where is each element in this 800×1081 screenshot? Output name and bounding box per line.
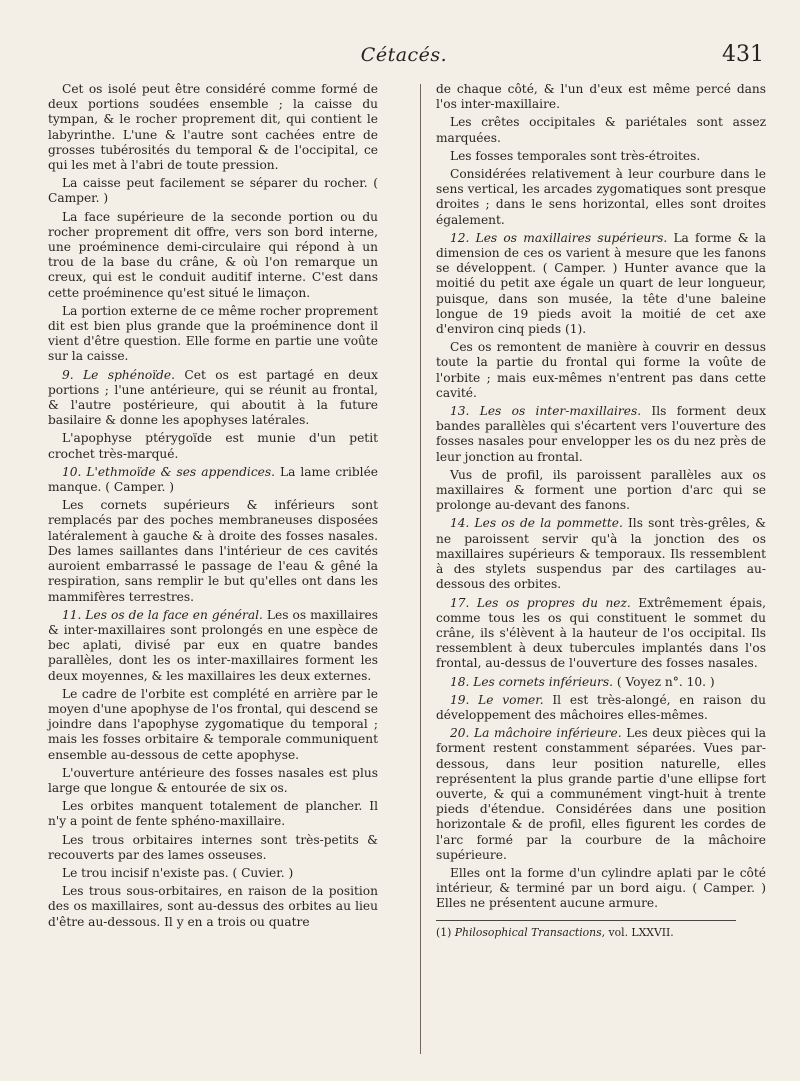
paragraph-text: Extrêmement épais, comme tous les os qui constituent le sommet du crâne, ils s'élèvent à la hauteur de l'os occipital. Ils ressemblent à deux tubercules implantés dans l'os frontal, au-dessus de l'ouverture des fosses nasales. [436,595,766,671]
paragraph-text: Les trous sous-orbitaires, en raison de la position des os maxillaires, sont au-dessus des orbites au lieu d'être au-dessous. Il y en a trois ou quatre [48,884,378,929]
paragraph [48,176,378,206]
paragraph-text: de chaque côté, & l'un d'eux est même percé dans l'os inter-maxillaire. [436,82,766,112]
paragraph-text: ( Voyez n°. 10. ) [612,674,715,689]
paragraph-text: Les orbites manquent totalement de plancher. Il n'y a point de fente sphéno-maxillaire. [48,799,378,829]
left-column [48,82,378,933]
paragraph-text: La face supérieure de la seconde portion ou du rocher proprement dit offre, vers son bord interne, une proéminence demi-circulaire qui répond à un trou de la base du crâne, & où l'on remarque un creux, qui est le conduit auditif interne. C'est dans cette proéminence qu'est situé le limaçon. [48,209,378,300]
footnote-source: Philosophical Transactions [454,925,602,939]
paragraph [48,465,378,495]
paragraph [436,149,766,164]
paragraph-text: L'apophyse ptérygoïde est munie d'un petit crochet très-marqué. [48,431,378,461]
paragraph [48,799,378,829]
paragraph [48,210,378,301]
paragraph-text: Le cadre de l'orbite est complété en arrière par le moyen d'une apophyse de l'os frontal, qui descend se joindre dans l'apophyse zygomatique du temporal ; mais les fosses orbitaire & temporale communiquent ensemble au-dessous de cette apophyse. [48,686,378,762]
section-heading: 20. La mâchoire inférieure. [450,726,622,741]
paragraph-text: Ils forment deux bandes parallèles qui s'écartent vers l'ouverture des fosses nasales pour envelopper les os du nez près de leur jonction au frontal. [436,404,766,464]
paragraph [436,726,766,863]
paragraph-text: Le trou incisif n'existe pas. ( Cuvier. ) [62,865,294,880]
column-divider [420,84,421,1054]
section-heading: 17. Les os propres du nez. [450,595,631,610]
section-heading: 14. Les os de la pommette. [450,516,623,531]
paragraph [436,468,766,514]
paragraph-text: La caisse peut facilement se séparer du rocher. ( Camper. ) [48,176,378,206]
paragraph [436,516,766,592]
running-head [44,44,764,72]
paragraph [436,866,766,912]
footnote-marker: (1) [436,925,452,939]
section-heading: 13. Les os inter-maxillaires. [450,404,642,419]
paragraph [48,82,378,173]
page-title: Cétacés. [360,44,448,66]
paragraph [48,608,378,684]
paragraph-text: Cet os isolé peut être considéré comme formé de deux portions soudées ensemble ; la caisse du tympan, & le rocher proprement dit, qui contient le labyrinthe. L'une & l'autre sont cachées entre de grosses tubérosités du temporal & de l'occipital, ce qui les met à l'abri de toute pression. [48,82,378,173]
page-number: 431 [722,42,764,67]
paragraph [436,82,766,112]
section-heading: 12. Les os maxillaires supérieurs. [450,230,668,245]
paragraph-text: Cet os est partagé en deux portions ; l'une antérieure, qui se réunit au frontal, & l'autre postérieure, qui aboutit à la future basilaire & donne les apophyses latérales. [48,367,378,428]
section-heading: 19. Le vomer. [450,692,544,707]
paragraph-text: Les deux pièces qui la forment restent constamment séparées. Vues par-dessous, dans leur position naturelle, elles représentent la plus grande partie d'une ellipse fort ouverte, & qui a communément vingt-huit à trente pieds d'étendue. Considérées dans une position horizontale & de profil, elles figurent les cordes de l'arc formé par la courbure de la mâchoire supérieure. [436,726,766,862]
footnote-rule [436,920,736,921]
paragraph [48,866,378,881]
paragraph-text: Les os maxillaires & inter-maxillaires sont prolongés en une espèce de bec aplati, divisé par eux en quatre bandes parallèles, dont les os inter-maxillaires forment les deux moyennes, & les maxillaires les deux externes. [48,607,378,683]
paragraph [48,687,378,763]
paragraph [48,368,378,429]
paragraph-text: Vus de profil, ils paroissent parallèles aux os maxillaires & forment une portion d'arc qui se prolonge au-devant des fanons. [436,467,766,513]
section-heading: 10. L'ethmoïde & ses appendices. [62,464,275,479]
section-heading: 11. Les os de la face en général. [62,607,263,622]
paragraph-text: Elles ont la forme d'un cylindre aplati par le côté intérieur, & terminé par un bord aigu. ( Camper. ) Elles ne présentent aucune armure. [436,865,766,911]
paragraph [436,231,766,337]
paragraph [436,404,766,465]
paragraph [48,304,378,365]
paragraph [48,498,378,604]
footnote [436,925,766,940]
paragraph-text: Ces os remontent de manière à couvrir en dessus toute la partie du frontal qui forme la voûte de l'orbite ; mais eux-mêmes n'entrent pas dans cette cavité. [436,340,766,400]
paragraph-text: Considérées relativement à leur courbure dans le sens vertical, les arcades zygomatiques sont presque droites ; dans le sens horizontal, elles sont droites également. [436,167,766,227]
paragraph [48,833,378,863]
paragraph [436,167,766,228]
paragraph-text: Il est très-alongé, en raison du développement des mâchoires elles-mêmes. [436,692,766,722]
paragraph [48,431,378,461]
section-heading: 9. Le sphénoïde. [62,367,175,382]
paragraph [436,596,766,672]
right-paragraphs [436,82,766,912]
paragraph-text: La forme & la dimension de ces os varient à mesure que les fanons se développent. ( Camper. ) Hunter avance que la moitié du petit axe égale un quart de leur longueur, puisque, dans son musée, la tête d'une baleine longue de 19 pieds avoit la moitié de cet axe d'environ cinq pieds (1). [436,230,766,337]
paragraph-text: La portion externe de ce même rocher proprement dit est bien plus grande que la proéminence dont il vient d'être question. Elle forme en partie une voûte sur la caisse. [48,303,378,364]
paragraph-text: Les trous orbitaires internes sont très-petits & recouverts par des lames osseuses. [48,832,378,862]
section-heading: 18. Les cornets inférieurs. [450,674,613,689]
paragraph [436,675,766,690]
paragraph-text: L'ouverture antérieure des fosses nasales est plus large que longue & entourée de six os. [48,765,378,795]
paragraph [48,766,378,796]
right-column [436,82,766,943]
paragraph-text: La lame criblée manque. ( Camper. ) [48,464,378,495]
paragraph [436,693,766,723]
paragraph-text: Ils sont très-grêles, & ne paroissent servir qu'à la jonction des os maxillaires supérieurs & temporaux. Ils ressemblent à des stylets suspendus par des cartilages au-dessous des orbites. [436,516,766,592]
paragraph [48,884,378,930]
paragraph-text: Les fosses temporales sont très-étroites. [450,148,701,163]
paragraph [436,340,766,401]
footnote-ref: , vol. LXXVII. [601,925,674,939]
paragraph [436,115,766,145]
paragraph-text: Les cornets supérieurs & inférieurs sont remplacés par des poches membraneuses disposées latéralement à gauche & à droite des fosses nasales. Des lames saillantes dans l'intérieur de ces cavités auroient embarrassé le passage de l'eau & gêné la respiration, sans remplir le but qu'elles ont dans les mammifères terrestres. [48,498,378,604]
paragraph-text: Les crêtes occipitales & pariétales sont assez marquées. [436,115,766,145]
